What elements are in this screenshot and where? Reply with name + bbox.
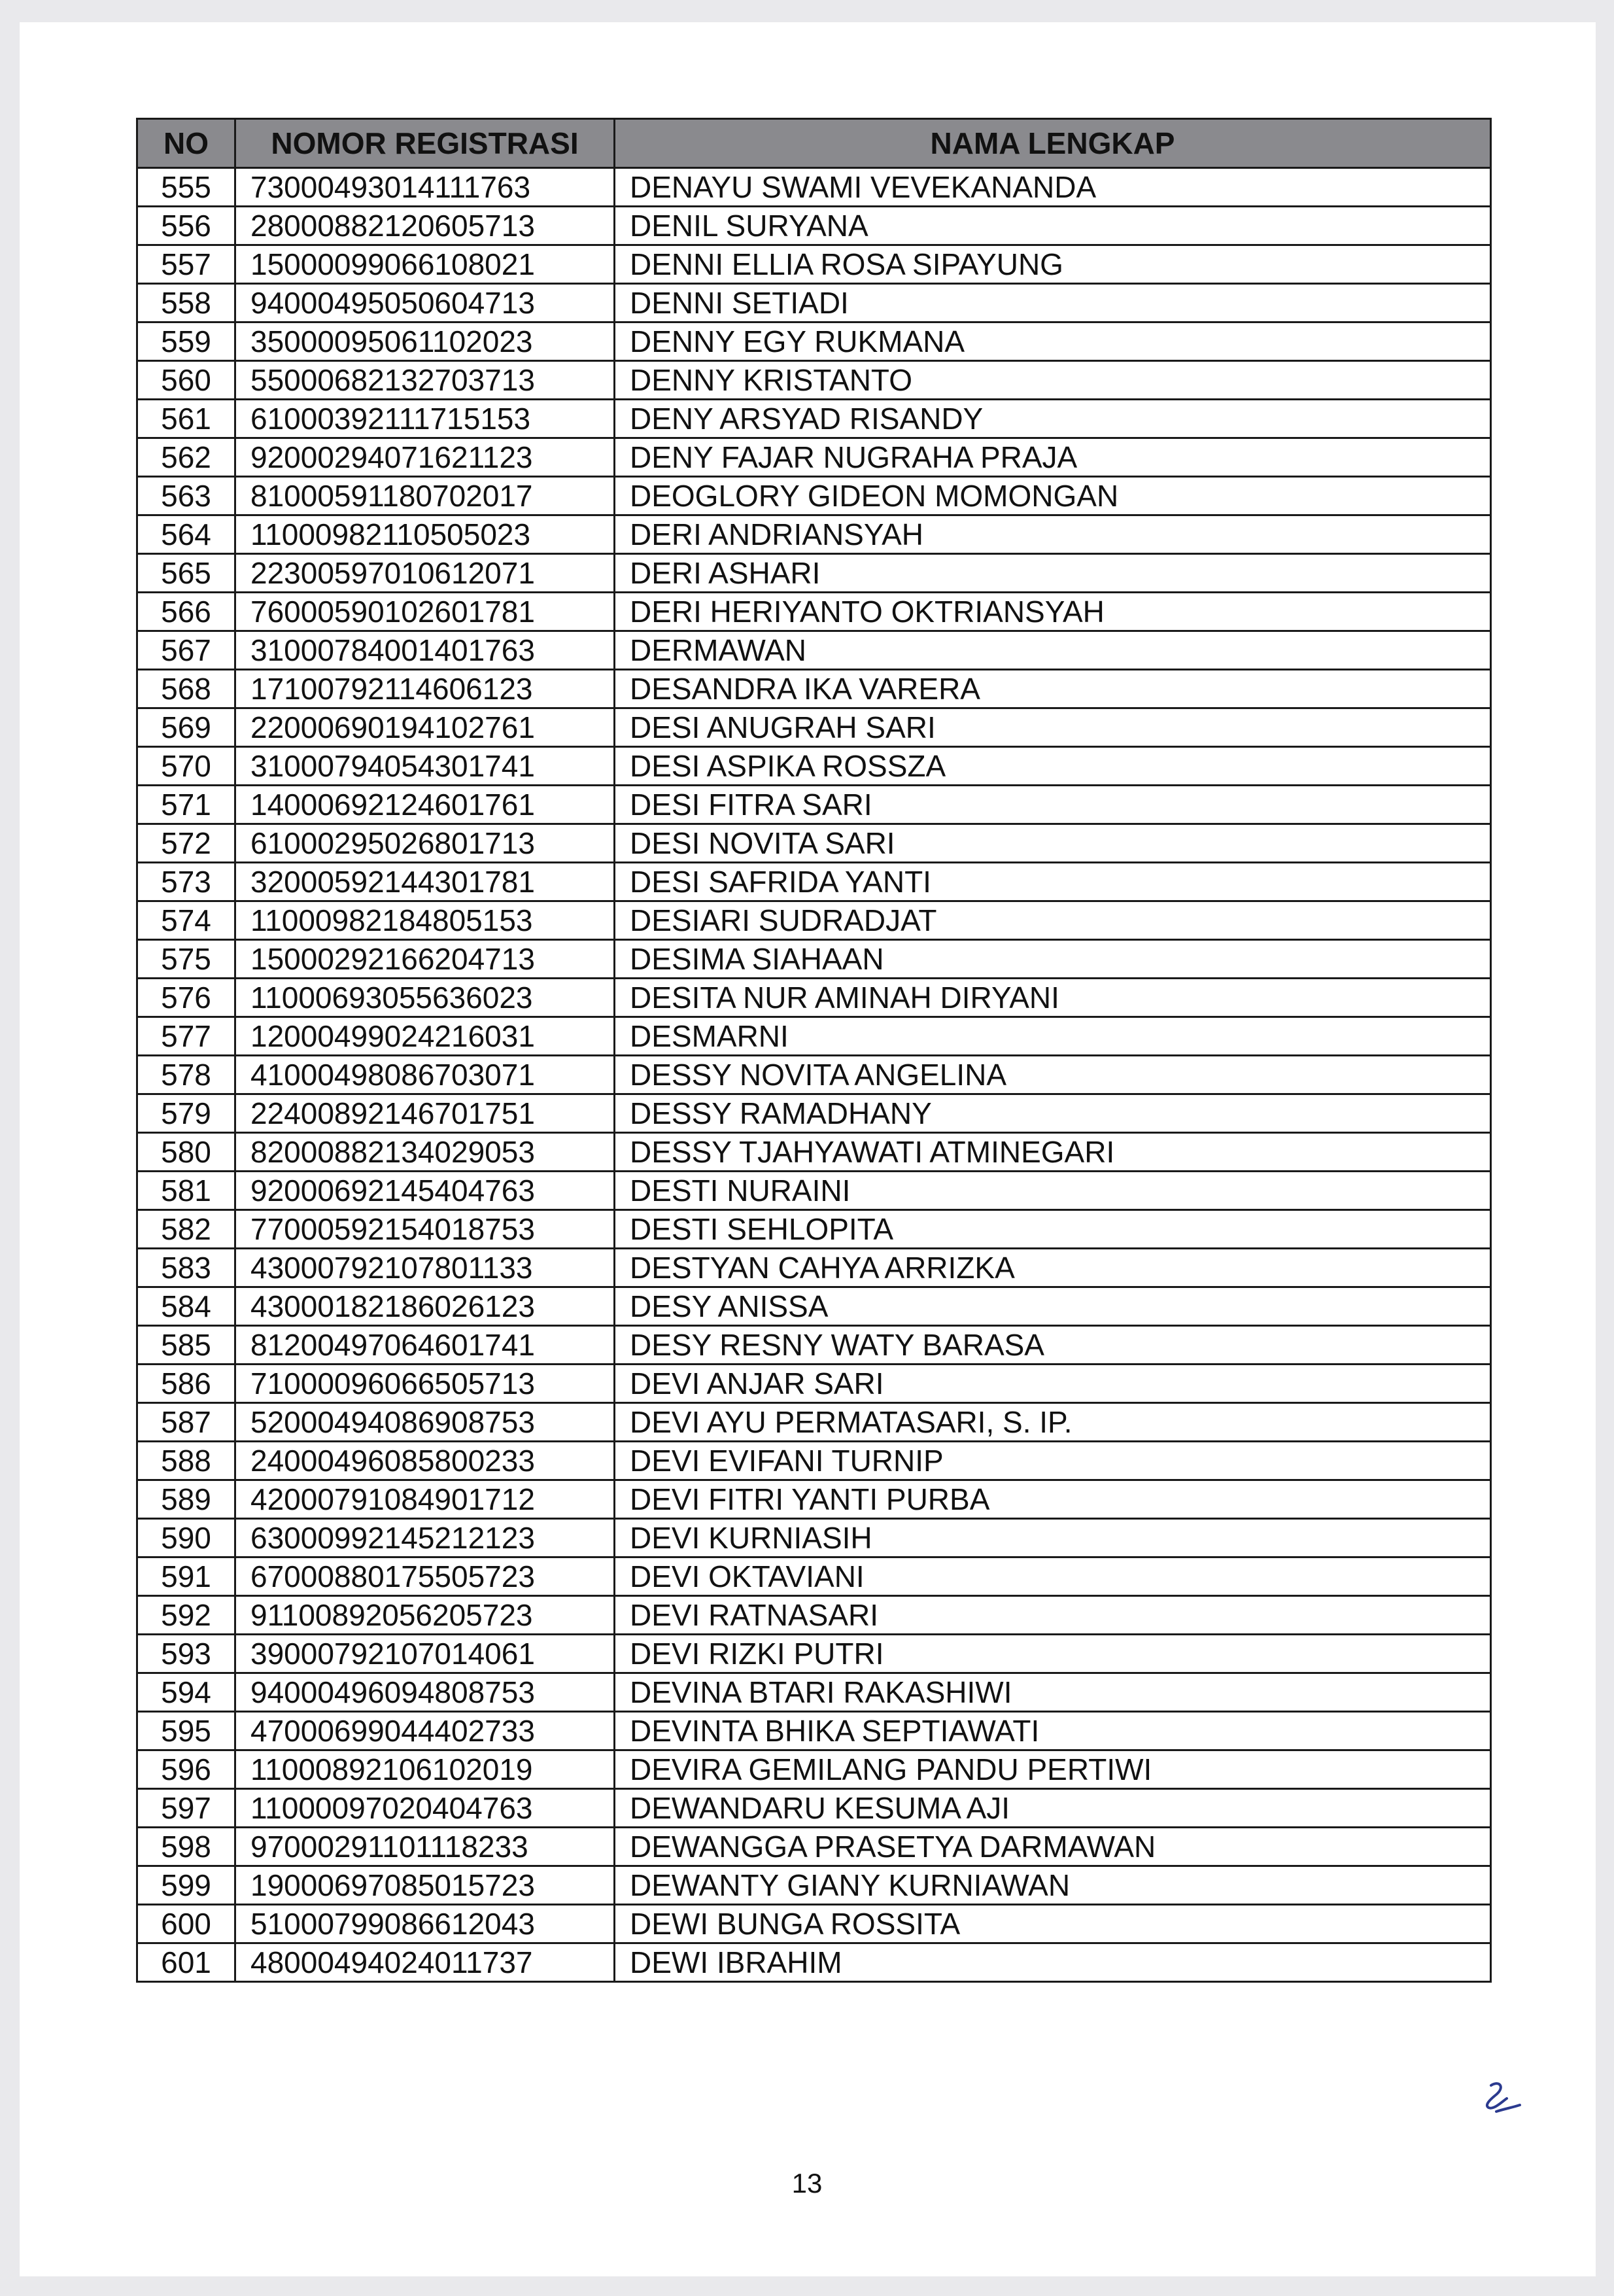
cell-no: 582 [137,1210,235,1249]
table-row [137,1210,1491,1249]
paraf-initial-mark [1477,2079,1529,2125]
cell-no: 593 [137,1635,235,1673]
cell-nomor-registrasi: 31000794054301741 [235,747,615,786]
cell-nomor-registrasi: 24000496085800233 [235,1442,615,1480]
cell-nama-lengkap: DEVI KURNIASIH [615,1519,1491,1557]
cell-no: 599 [137,1866,235,1905]
cell-nama-lengkap: DESSY NOVITA ANGELINA [615,1056,1491,1094]
cell-nama-lengkap: DESSY RAMADHANY [615,1094,1491,1133]
cell-nama-lengkap: DEVI ANJAR SARI [615,1365,1491,1403]
cell-nomor-registrasi: 11000982110505023 [235,515,615,554]
cell-nomor-registrasi: 73000493014111763 [235,168,615,207]
cell-nama-lengkap: DESI FITRA SARI [615,786,1491,824]
cell-nomor-registrasi: 67000880175505723 [235,1557,615,1596]
table-row [137,1943,1491,1982]
cell-no: 576 [137,979,235,1017]
table-row [137,863,1491,901]
cell-nama-lengkap: DESMARNI [615,1017,1491,1056]
table-row [137,1172,1491,1210]
cell-nomor-registrasi: 92000692145404763 [235,1172,615,1210]
cell-nomor-registrasi: 81000591180702017 [235,477,615,515]
table-row [137,670,1491,708]
cell-no: 560 [137,361,235,400]
table-row [137,1480,1491,1519]
table-row [137,979,1491,1017]
cell-no: 556 [137,207,235,245]
table-row [137,477,1491,515]
cell-nomor-registrasi: 71000096066505713 [235,1365,615,1403]
cell-no: 573 [137,863,235,901]
cell-nama-lengkap: DESIMA SIAHAAN [615,940,1491,979]
cell-no: 570 [137,747,235,786]
cell-nama-lengkap: DEWANGGA PRASETYA DARMAWAN [615,1828,1491,1866]
cell-nomor-registrasi: 11000982184805153 [235,901,615,940]
table-row [137,1596,1491,1635]
cell-nama-lengkap: DEVI RATNASARI [615,1596,1491,1635]
table-row [137,1442,1491,1480]
cell-nama-lengkap: DERI ASHARI [615,554,1491,593]
cell-no: 558 [137,284,235,322]
cell-nomor-registrasi: 82000882134029053 [235,1133,615,1172]
cell-nama-lengkap: DESI ASPIKA ROSSZA [615,747,1491,786]
cell-no: 592 [137,1596,235,1635]
cell-no: 555 [137,168,235,207]
cell-no: 577 [137,1017,235,1056]
table-row [137,245,1491,284]
table-row [137,1519,1491,1557]
cell-nama-lengkap: DESY ANISSA [615,1287,1491,1326]
cell-nama-lengkap: DERI ANDRIANSYAH [615,515,1491,554]
header-nomor-registrasi: NOMOR REGISTRASI [235,119,615,168]
cell-nomor-registrasi: 39000792107014061 [235,1635,615,1673]
cell-nomor-registrasi: 12000499024216031 [235,1017,615,1056]
cell-nomor-registrasi: 97000291101118233 [235,1828,615,1866]
cell-nomor-registrasi: 22400892146701751 [235,1094,615,1133]
cell-nomor-registrasi: 81200497064601741 [235,1326,615,1365]
table-row [137,1673,1491,1712]
cell-nama-lengkap: DENY ARSYAD RISANDY [615,400,1491,438]
cell-nomor-registrasi: 61000295026801713 [235,824,615,863]
cell-nomor-registrasi: 43000182186026123 [235,1287,615,1326]
cell-no: 594 [137,1673,235,1712]
cell-nama-lengkap: DESANDRA IKA VARERA [615,670,1491,708]
cell-nama-lengkap: DEOGLORY GIDEON MOMONGAN [615,477,1491,515]
cell-nama-lengkap: DEWANTY GIANY KURNIAWAN [615,1866,1491,1905]
table-row [137,1287,1491,1326]
table-row [137,747,1491,786]
cell-nomor-registrasi: 17100792114606123 [235,670,615,708]
cell-nomor-registrasi: 35000095061102023 [235,322,615,361]
cell-nomor-registrasi: 91100892056205723 [235,1596,615,1635]
cell-nomor-registrasi: 77000592154018753 [235,1210,615,1249]
cell-no: 584 [137,1287,235,1326]
cell-no: 598 [137,1828,235,1866]
cell-nama-lengkap: DESTYAN CAHYA ARRIZKA [615,1249,1491,1287]
cell-no: 559 [137,322,235,361]
cell-no: 574 [137,901,235,940]
cell-nomor-registrasi: 92000294071621123 [235,438,615,477]
cell-no: 586 [137,1365,235,1403]
table-row [137,168,1491,207]
table-header-row [137,119,1491,168]
table-row [137,1326,1491,1365]
table-row [137,1056,1491,1094]
cell-nama-lengkap: DEWI BUNGA ROSSITA [615,1905,1491,1943]
cell-nama-lengkap: DERI HERIYANTO OKTRIANSYAH [615,593,1491,631]
cell-nama-lengkap: DENNY EGY RUKMANA [615,322,1491,361]
table-row [137,1094,1491,1133]
cell-nomor-registrasi: 94000495050604713 [235,284,615,322]
cell-nomor-registrasi: 15000292166204713 [235,940,615,979]
cell-nama-lengkap: DERMAWAN [615,631,1491,670]
scan-border-bottom [0,2276,1614,2296]
cell-no: 580 [137,1133,235,1172]
cell-nomor-registrasi: 15000099066108021 [235,245,615,284]
cell-nomor-registrasi: 76000590102601781 [235,593,615,631]
cell-nama-lengkap: DESI NOVITA SARI [615,824,1491,863]
cell-no: 575 [137,940,235,979]
table-row [137,1866,1491,1905]
table-row [137,1635,1491,1673]
cell-nomor-registrasi: 52000494086908753 [235,1403,615,1442]
cell-nama-lengkap: DESITA NUR AMINAH DIRYANI [615,979,1491,1017]
cell-no: 568 [137,670,235,708]
table-row [137,824,1491,863]
cell-nomor-registrasi: 47000699044402733 [235,1712,615,1750]
scan-border-left [0,0,20,2296]
cell-nama-lengkap: DEVIRA GEMILANG PANDU PERTIWI [615,1750,1491,1789]
cell-no: 562 [137,438,235,477]
cell-no: 564 [137,515,235,554]
cell-no: 585 [137,1326,235,1365]
cell-nomor-registrasi: 55000682132703713 [235,361,615,400]
cell-nama-lengkap: DENNI ELLIA ROSA SIPAYUNG [615,245,1491,284]
table-row [137,322,1491,361]
table-row [137,631,1491,670]
cell-nama-lengkap: DEVI RIZKI PUTRI [615,1635,1491,1673]
cell-nama-lengkap: DESIARI SUDRADJAT [615,901,1491,940]
cell-nama-lengkap: DESTI NURAINI [615,1172,1491,1210]
cell-no: 579 [137,1094,235,1133]
cell-no: 583 [137,1249,235,1287]
cell-no: 563 [137,477,235,515]
cell-nomor-registrasi: 14000692124601761 [235,786,615,824]
cell-nomor-registrasi: 22000690194102761 [235,708,615,747]
cell-no: 591 [137,1557,235,1596]
cell-nama-lengkap: DEVI OKTAVIANI [615,1557,1491,1596]
cell-no: 597 [137,1789,235,1828]
cell-nomor-registrasi: 41000498086703071 [235,1056,615,1094]
cell-nama-lengkap: DEVI FITRI YANTI PURBA [615,1480,1491,1519]
cell-nama-lengkap: DEWI IBRAHIM [615,1943,1491,1982]
table-row [137,284,1491,322]
table-row [137,1712,1491,1750]
table-row [137,1789,1491,1828]
table-row [137,940,1491,979]
cell-no: 566 [137,593,235,631]
cell-nomor-registrasi: 94000496094808753 [235,1673,615,1712]
cell-nama-lengkap: DENY FAJAR NUGRAHA PRAJA [615,438,1491,477]
table-row [137,593,1491,631]
table-row [137,708,1491,747]
cell-nomor-registrasi: 19000697085015723 [235,1866,615,1905]
table-row [137,1905,1491,1943]
table-row [137,515,1491,554]
cell-nomor-registrasi: 31000784001401763 [235,631,615,670]
cell-no: 572 [137,824,235,863]
cell-no: 569 [137,708,235,747]
cell-no: 590 [137,1519,235,1557]
table-row [137,438,1491,477]
cell-nama-lengkap: DENAYU SWAMI VEVEKANANDA [615,168,1491,207]
cell-no: 571 [137,786,235,824]
cell-nomor-registrasi: 51000799086612043 [235,1905,615,1943]
cell-nama-lengkap: DESTI SEHLOPITA [615,1210,1491,1249]
header-no: NO [137,119,235,168]
cell-nama-lengkap: DEVINTA BHIKA SEPTIAWATI [615,1712,1491,1750]
cell-nomor-registrasi: 48000494024011737 [235,1943,615,1982]
cell-nama-lengkap: DEWANDARU KESUMA AJI [615,1789,1491,1828]
cell-no: 587 [137,1403,235,1442]
cell-nomor-registrasi: 61000392111715153 [235,400,615,438]
cell-no: 596 [137,1750,235,1789]
table-row [137,1557,1491,1596]
cell-nomor-registrasi: 42000791084901712 [235,1480,615,1519]
cell-no: 581 [137,1172,235,1210]
table-row [137,1133,1491,1172]
cell-no: 565 [137,554,235,593]
table-row [137,1249,1491,1287]
cell-nomor-registrasi: 11000693055636023 [235,979,615,1017]
cell-no: 578 [137,1056,235,1094]
cell-nama-lengkap: DEVI AYU PERMATASARI, S. IP. [615,1403,1491,1442]
table-row [137,1017,1491,1056]
table-row [137,786,1491,824]
table-row [137,1365,1491,1403]
cell-no: 600 [137,1905,235,1943]
cell-no: 567 [137,631,235,670]
table-row [137,400,1491,438]
cell-no: 557 [137,245,235,284]
page-number: 13 [791,2168,823,2199]
cell-nama-lengkap: DESI SAFRIDA YANTI [615,863,1491,901]
scan-border-top [0,0,1614,22]
table-row [137,554,1491,593]
table-row [137,361,1491,400]
cell-nama-lengkap: DENNI SETIADI [615,284,1491,322]
table-body [137,168,1491,1982]
cell-nama-lengkap: DEVINA BTARI RAKASHIWI [615,1673,1491,1712]
cell-nama-lengkap: DENIL SURYANA [615,207,1491,245]
cell-nama-lengkap: DESY RESNY WATY BARASA [615,1326,1491,1365]
table-row [137,901,1491,940]
table-row [137,1403,1491,1442]
cell-nama-lengkap: DESSY TJAHYAWATI ATMINEGARI [615,1133,1491,1172]
cell-nama-lengkap: DESI ANUGRAH SARI [615,708,1491,747]
cell-nomor-registrasi: 32000592144301781 [235,863,615,901]
cell-nomor-registrasi: 22300597010612071 [235,554,615,593]
cell-no: 595 [137,1712,235,1750]
registration-table [136,118,1492,1983]
cell-nama-lengkap: DENNY KRISTANTO [615,361,1491,400]
table-row [137,1750,1491,1789]
cell-nomor-registrasi: 11000097020404763 [235,1789,615,1828]
header-nama-lengkap: NAMA LENGKAP [615,119,1491,168]
cell-no: 589 [137,1480,235,1519]
cell-nomor-registrasi: 11000892106102019 [235,1750,615,1789]
cell-no: 601 [137,1943,235,1982]
cell-nomor-registrasi: 28000882120605713 [235,207,615,245]
cell-nama-lengkap: DEVI EVIFANI TURNIP [615,1442,1491,1480]
cell-nomor-registrasi: 63000992145212123 [235,1519,615,1557]
cell-no: 561 [137,400,235,438]
table-row [137,1828,1491,1866]
scan-border-right [1596,0,1614,2296]
cell-nomor-registrasi: 43000792107801133 [235,1249,615,1287]
cell-no: 588 [137,1442,235,1480]
table-row [137,207,1491,245]
